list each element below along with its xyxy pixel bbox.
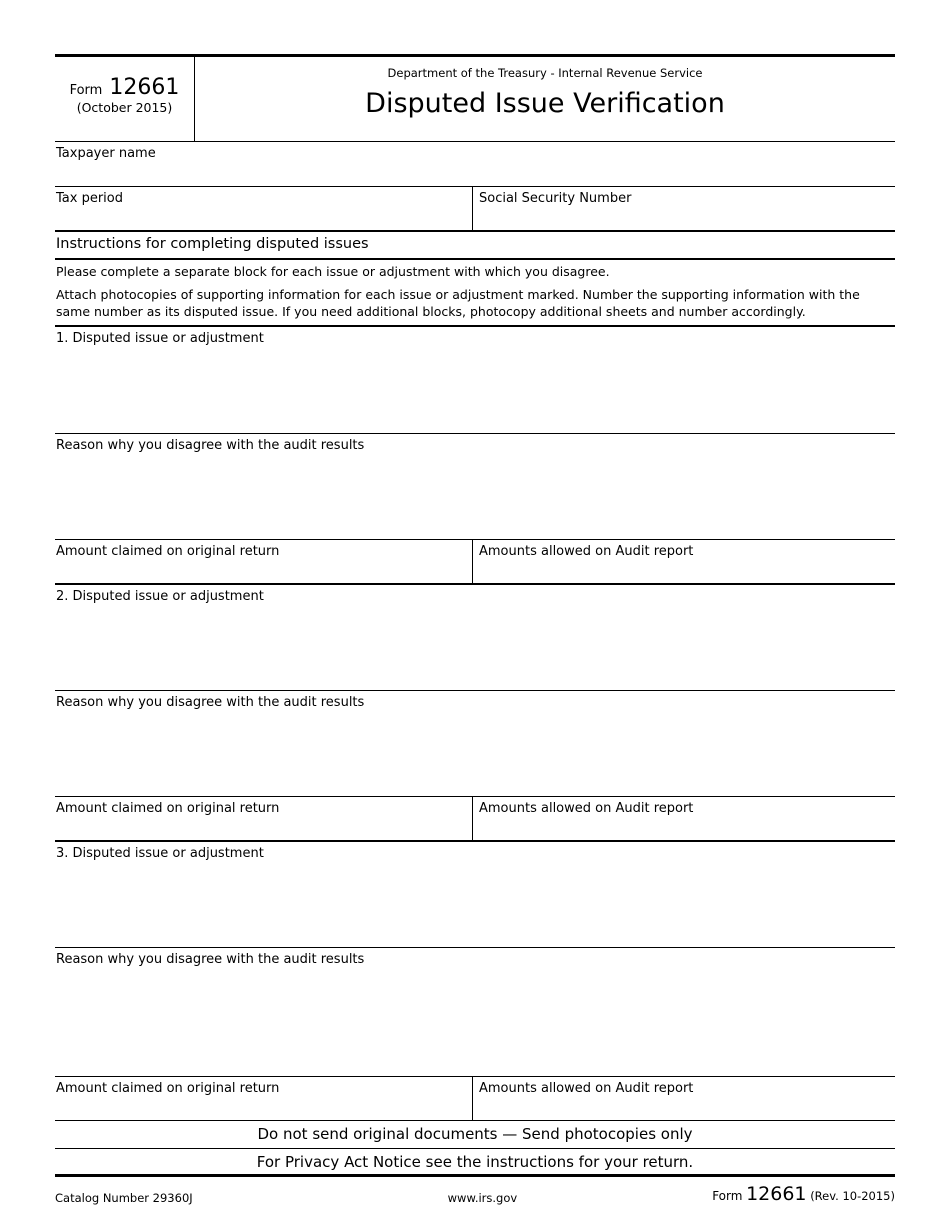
irs-website-link[interactable]: www.irs.gov [447,1191,518,1205]
form-id-box [55,57,195,141]
issue-1-amount-claimed-label: Amount claimed on original return [56,544,280,559]
issue-3-amount-allowed-field[interactable] [472,1077,895,1120]
tax-period-label: Tax period [56,191,123,206]
form-footer [55,1177,895,1205]
issue-3-amount-allowed-label: Amounts allowed on Audit report [479,1081,694,1096]
instructions-line-1: Please complete a separate block for each issue or adjustment with which you disagree. [56,264,610,279]
footer-revision: (Rev. 10-2015) [810,1189,895,1203]
form-header [55,57,895,142]
ssn-label: Social Security Number [479,191,632,206]
instructions-heading: Instructions for completing disputed issues [56,236,369,252]
originals-notice: Do not send original documents — Send photocopies only [257,1125,693,1143]
privacy-notice: For Privacy Act Notice see the instructions for your return. [256,1153,694,1171]
title-box [195,57,895,141]
issue-2-amount-allowed-field[interactable] [472,797,895,840]
issue-3-reason-label: Reason why you disagree with the audit results [56,952,365,967]
taxpayer-name-label: Taxpayer name [56,146,156,161]
issue-3-reason-field[interactable] [55,948,895,1077]
issue-1-amount-allowed-label: Amounts allowed on Audit report [479,544,694,559]
issue-2-reason-field[interactable] [55,691,895,797]
instructions-line-2: Attach photocopies of supporting information for each issue or adjustment marked. Number the supporting information with the same number as its disputed issue. If you need additional blocks, photocopy additional sheets and number accordingly. [56,287,860,319]
issue-2-amount-claimed-field[interactable] [55,797,472,840]
department-line: Department of the Treasury - Internal Revenue Service [387,66,703,80]
issue-1-label: 1. Disputed issue or adjustment [56,331,264,346]
issue-3-field[interactable] [55,842,895,948]
issue-2-amount-allowed-label: Amounts allowed on Audit report [479,801,694,816]
issue-1-reason-field[interactable] [55,434,895,540]
issue-2-amounts-row [55,797,895,842]
tax-period-ssn-row [55,187,895,232]
issue-2-reason-label: Reason why you disagree with the audit results [56,695,365,710]
issue-3-amount-claimed-label: Amount claimed on original return [56,1081,280,1096]
form-number: 12661 [109,75,180,100]
originals-notice-row [55,1121,895,1149]
issue-2-field[interactable] [55,585,895,691]
instructions-body [55,260,895,327]
issue-1-reason-label: Reason why you disagree with the audit results [56,438,365,453]
footer-form-id [712,1183,895,1205]
issue-2-label: 2. Disputed issue or adjustment [56,589,264,604]
issue-1-amounts-row [55,540,895,585]
issue-2-amount-claimed-label: Amount claimed on original return [56,801,280,816]
catalog-number: Catalog Number 29360J [55,1191,193,1205]
privacy-notice-row [55,1149,895,1177]
irs-form-12661 [55,54,895,1205]
form-date: (October 2015) [76,100,173,115]
issue-1-field[interactable] [55,327,895,434]
issue-1-amount-allowed-field[interactable] [472,540,895,583]
tax-period-field[interactable] [55,187,472,230]
footer-form-number: 12661 [746,1183,807,1205]
taxpayer-name-field[interactable] [55,142,895,187]
form-label: Form [69,83,103,98]
issue-3-amount-claimed-field[interactable] [55,1077,472,1120]
issue-3-label: 3. Disputed issue or adjustment [56,846,264,861]
issue-3-amounts-row [55,1077,895,1121]
issue-1-amount-claimed-field[interactable] [55,540,472,583]
ssn-field[interactable] [472,187,895,230]
instructions-heading-row [55,232,895,260]
form-title: Disputed Issue Verification [365,88,725,119]
footer-form-label: Form [712,1189,743,1203]
